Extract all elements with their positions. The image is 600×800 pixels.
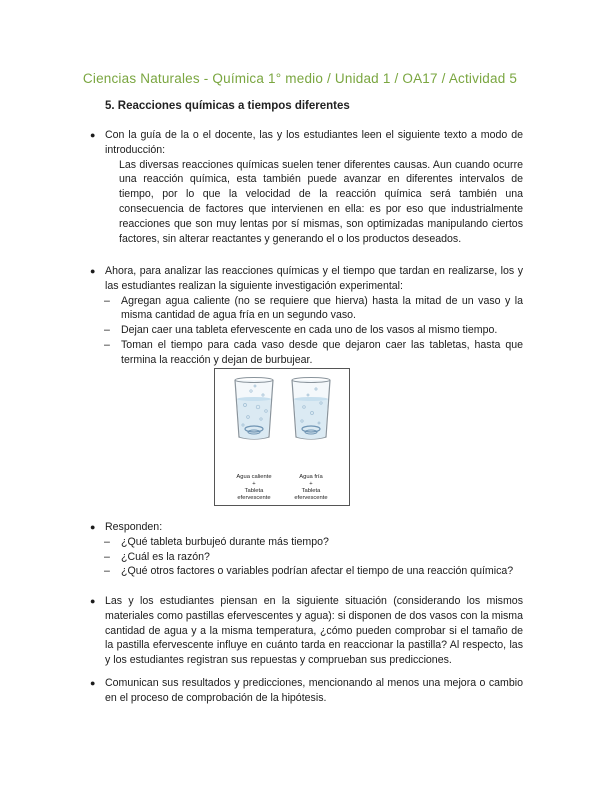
question-item: – ¿Cuál es la razón? [104,550,210,563]
bullet-icon: ● [90,130,96,140]
bullet-icon: ● [90,596,96,606]
situation-block [90,594,523,668]
experiment-figure [214,368,350,506]
question-item: – ¿Qué otros factores o variables podrían afectar el tiempo de una reacción química? [104,565,514,578]
intro-block [90,128,523,246]
experiment-block [90,264,523,368]
hot-water-caption: Agua caliente + Tableta efervescente [236,474,272,501]
dash-icon: – [104,338,110,351]
question-item: – ¿Qué tableta burbujeó durante más tiempo? [104,535,329,548]
bullet-icon: ● [90,522,96,532]
page-header: Ciencias Naturales - Química 1° medio / Unidad 1 / OA17 / Actividad 5 [82,71,518,86]
bullet-icon: ● [90,678,96,688]
questions-intro: Responden: [105,521,163,533]
step-item: – Agregan agua caliente (no se requiere que hierva) hasta la mitad de un vaso y la misma cantidad de agua fría en un segundo vaso. [104,294,523,322]
communicate-text: Comunican sus resultados y predicciones, mencionando al menos una mejora o cambio en el proceso de comprobación de la hipótesis. [105,677,523,704]
dash-icon: – [104,294,110,307]
dash-icon: – [104,535,110,548]
experiment-text: Ahora, para analizar las reacciones químicas y el tiempo que tardan en realizarse, los y las estudiantes realizan la siguiente investigación experimental: [105,265,523,292]
dash-icon: – [104,550,110,563]
dash-icon: – [104,324,110,337]
dash-icon: – [104,565,110,578]
section-title: 5. Reacciones químicas a tiempos diferentes [105,100,350,112]
situation-text: Las y los estudiantes piensan en la siguiente situación (considerando los mismos materiales como pastillas efervescentes y agua): si disponen de dos vasos con la misma cantidad de agua y a la misma temperatura, ¿cómo pueden comprobar si el tamaño de la pastilla efervescente influye en cuánto tarda en reaccionar la pastilla? Al respecto, las y los estudiantes registran sus repuestas y comprueban sus predicciones. [105,595,523,667]
intro-quote: Las diversas reacciones químicas suelen tener diferentes causas. Aun cuando ocurre una reacción química, esta también puede avanzar en diferentes intervalos de tiempo, por lo que la velocidad de la reacción química será también una consecuencia de factores que intervienen en ella: es por eso que industrialmente reacciones que son muy lentas por sí mismas, son optimizadas manipulando ciertos factores, sin alterar reactantes y generando el o los productos deseados. [119,158,523,245]
communicate-block [90,676,523,706]
step-item: – Dejan caer una tableta efervescente en cada uno de los vasos al mismo tiempo. [104,324,498,337]
step-item: – Toman el tiempo para cada vaso desde que dejaron caer las tabletas, hasta que termina la reacción y dejan de burbujear. [104,338,523,366]
questions-block [90,520,523,579]
intro-text: Con la guía de la o el docente, las y los estudiantes leen el siguiente texto a modo de introducción: [105,129,523,156]
cold-water-glass-icon [290,377,332,441]
cold-water-caption: Agua fría + Tableta efervescente [294,474,328,501]
hot-water-glass-icon [233,377,275,441]
bullet-icon: ● [90,266,96,276]
